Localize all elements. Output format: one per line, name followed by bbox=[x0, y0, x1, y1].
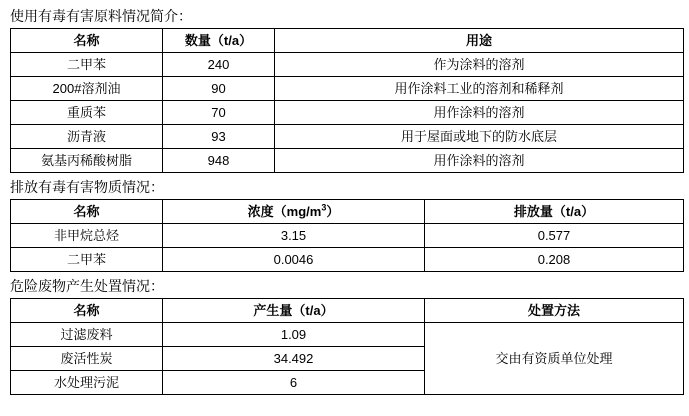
cell-usage: 用作涂料工业的溶剂和稀释剂 bbox=[275, 77, 684, 101]
section-title-emissions: 排放有毒有害物质情况： bbox=[10, 179, 164, 195]
concentration-label-suffix: ） bbox=[326, 204, 340, 219]
cell-name: 重质苯 bbox=[11, 101, 163, 125]
cell-quantity: 240 bbox=[163, 53, 275, 77]
cell-name: 非甲烷总烃 bbox=[11, 224, 163, 248]
cell-name: 氨基丙稀酸树脂 bbox=[11, 149, 163, 173]
table-row bbox=[11, 149, 684, 173]
concentration-label: 浓度（mg/m bbox=[247, 204, 322, 219]
cell-emission: 0.577 bbox=[425, 224, 684, 248]
table-row bbox=[11, 101, 684, 125]
table-header-row bbox=[11, 29, 684, 53]
cell-name: 沥青液 bbox=[11, 125, 163, 149]
cell-name: 200#溶剂油 bbox=[11, 77, 163, 101]
section-title-raw-materials: 使用有毒有害原料情况简介： bbox=[10, 8, 192, 24]
table-row bbox=[11, 77, 684, 101]
table-row bbox=[11, 323, 684, 347]
cell-quantity: 90 bbox=[163, 77, 275, 101]
table-emissions bbox=[10, 199, 684, 272]
cell-generation: 1.09 bbox=[163, 323, 425, 347]
cell-quantity: 948 bbox=[163, 149, 275, 173]
cell-emission: 0.208 bbox=[425, 248, 684, 272]
table-raw-materials bbox=[10, 28, 684, 173]
column-header-generation: 产生量（t/a） bbox=[163, 299, 425, 323]
table-row bbox=[11, 53, 684, 77]
cell-name: 过滤废料 bbox=[11, 323, 163, 347]
cell-disposal-method: 交由有资质单位处理 bbox=[425, 323, 684, 395]
column-header-name: 名称 bbox=[11, 299, 163, 323]
column-header-quantity: 数量（t/a） bbox=[163, 29, 275, 53]
table-hazardous-waste bbox=[10, 298, 684, 395]
column-header-usage: 用途 bbox=[275, 29, 684, 53]
cell-generation: 6 bbox=[163, 371, 425, 395]
cell-usage: 用作涂料的溶剂 bbox=[275, 149, 684, 173]
cell-concentration: 3.15 bbox=[163, 224, 425, 248]
table-row bbox=[11, 224, 684, 248]
column-header-name: 名称 bbox=[11, 29, 163, 53]
column-header-emission: 排放量（t/a） bbox=[425, 200, 684, 224]
cell-name: 二甲苯 bbox=[11, 53, 163, 77]
column-header-disposal-method: 处置方法 bbox=[425, 299, 684, 323]
cell-generation: 34.492 bbox=[163, 347, 425, 371]
cell-name: 废活性炭 bbox=[11, 347, 163, 371]
cell-usage: 用作涂料的溶剂 bbox=[275, 101, 684, 125]
column-header-concentration bbox=[163, 200, 425, 224]
concentration-exponent: 3 bbox=[321, 202, 327, 213]
table-header-row bbox=[11, 200, 684, 224]
cell-quantity: 93 bbox=[163, 125, 275, 149]
cell-concentration: 0.0046 bbox=[163, 248, 425, 272]
cell-name: 二甲苯 bbox=[11, 248, 163, 272]
section-title-hazardous-waste: 危险废物产生处置情况： bbox=[10, 278, 164, 294]
column-header-name: 名称 bbox=[11, 200, 163, 224]
cell-usage: 用于屋面或地下的防水底层 bbox=[275, 125, 684, 149]
cell-usage: 作为涂料的溶剂 bbox=[275, 53, 684, 77]
cell-quantity: 70 bbox=[163, 101, 275, 125]
cell-name: 水处理污泥 bbox=[11, 371, 163, 395]
table-header-row bbox=[11, 299, 684, 323]
table-row bbox=[11, 248, 684, 272]
table-row bbox=[11, 125, 684, 149]
